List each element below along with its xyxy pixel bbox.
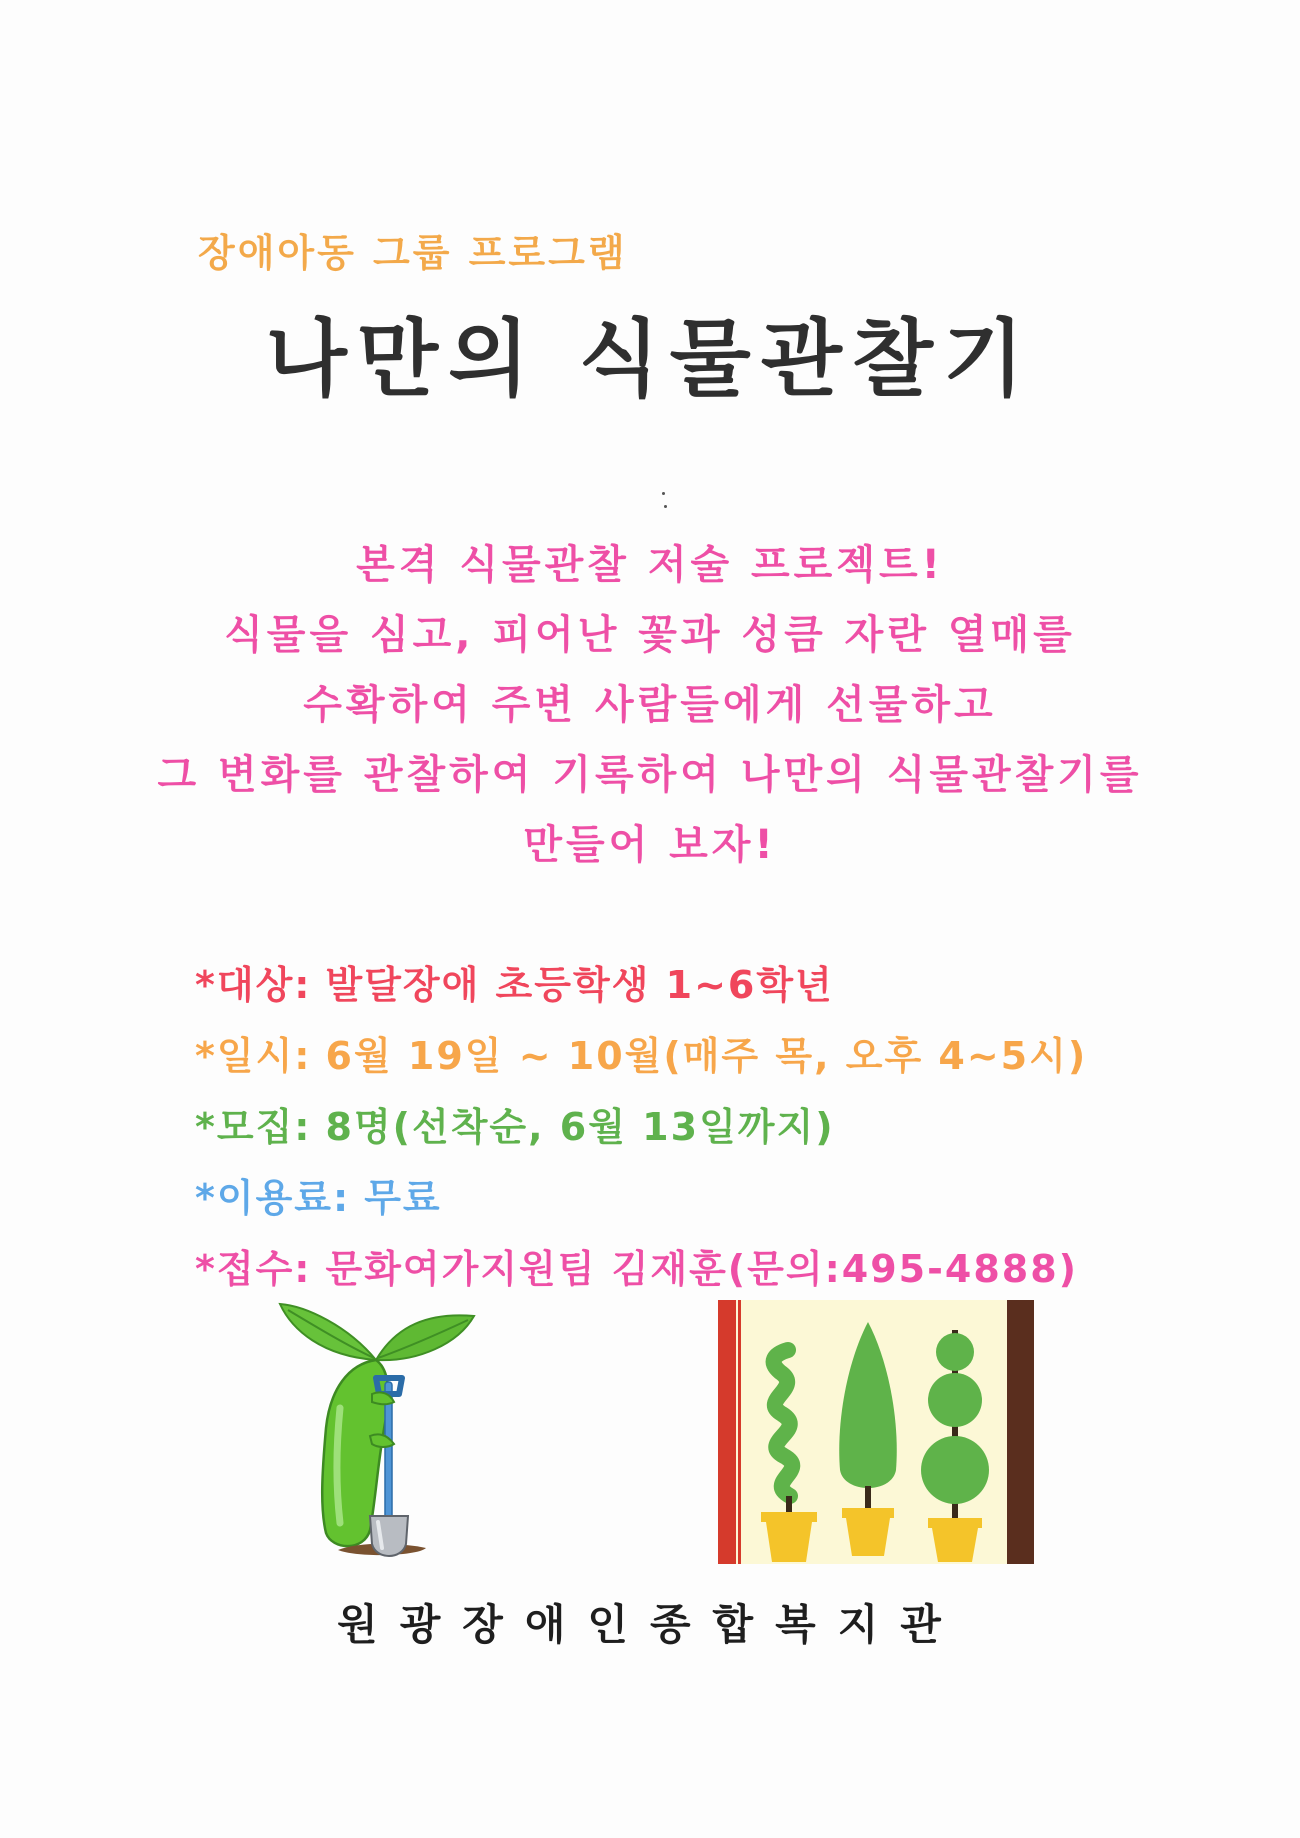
detail-value: 6월 19일 ~ 10월(매주 목, 오후 4~5시) (325, 1034, 1088, 1078)
detail-fee (195, 1163, 1087, 1234)
program-details (195, 950, 1087, 1305)
sprout-with-shovel-illustration (278, 1298, 478, 1568)
detail-value: 무료 (364, 1176, 442, 1220)
poster-title: 나만의 식물관찰기 (265, 310, 1035, 408)
detail-label: *접수: (195, 1247, 312, 1291)
intro-line: 본격 식물관찰 저술 프로젝트! (356, 542, 944, 588)
detail-label: *대상: (195, 963, 312, 1007)
detail-label: *모집: (195, 1105, 312, 1149)
detail-target (195, 950, 1087, 1021)
detail-date (195, 1021, 1087, 1092)
detail-label: *일시: (195, 1034, 312, 1078)
detail-registration (195, 1234, 1087, 1305)
topiary-pots-illustration (718, 1300, 1034, 1564)
scan-speck (662, 492, 665, 495)
organization-name: 원광장애인종합복지관 (337, 1600, 963, 1649)
detail-value: 발달장애 초등학생 1~6학년 (325, 963, 834, 1007)
detail-label: *이용료: (195, 1176, 351, 1220)
detail-value: 8명(선착순, 6월 13일까지) (325, 1105, 835, 1149)
intro-line: 식물을 심고, 피어난 꽃과 성큼 자란 열매를 (224, 612, 1076, 658)
detail-value: 문화여가지원팀 김재훈(문의:495-4888) (325, 1247, 1079, 1291)
intro-line: 만들어 보자! (523, 822, 777, 868)
detail-recruit (195, 1092, 1087, 1163)
scan-speck (664, 505, 667, 508)
intro-line: 그 변화를 관찰하여 기록하여 나만의 식물관찰기를 (157, 752, 1143, 798)
intro-line: 수확하여 주변 사람들에게 선물하고 (303, 682, 997, 728)
intro-text (0, 530, 1300, 880)
program-subtitle: 장애아동 그룹 프로그램 (198, 231, 628, 275)
